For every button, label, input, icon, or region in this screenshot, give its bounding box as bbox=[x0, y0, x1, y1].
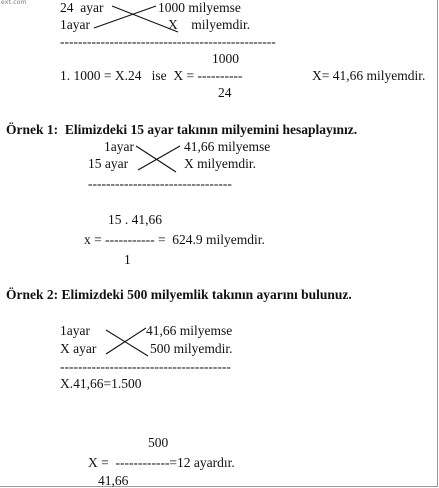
example1-equation: x = ----------- = 624.9 milyemdir. bbox=[84, 232, 265, 247]
example1-row1-right: 41,66 milyemse bbox=[184, 139, 271, 154]
block0-row1-right: 1000 milyemse bbox=[158, 0, 241, 15]
block0-row2-left: 1ayar bbox=[60, 17, 90, 32]
example2-equation-1: X.41,66=1.500 bbox=[60, 376, 142, 391]
example2-row2-left: X ayar bbox=[60, 341, 97, 356]
block0-frac-denominator: 24 bbox=[218, 85, 232, 100]
block0-row1-left: 24 ayar bbox=[60, 0, 104, 15]
example1-row1-left: 1ayar bbox=[104, 139, 134, 154]
example1-row2-right: X milyemdir. bbox=[184, 156, 256, 171]
block0-result: X= 41,66 milyemdir. bbox=[312, 68, 426, 83]
example2-row2-right: 500 milyemdir. bbox=[150, 341, 233, 356]
watermark: ext.com bbox=[1, 0, 27, 6]
example2-title: Örnek 2: Elimizdeki 500 milyemlik takının ayarını bulunuz. bbox=[6, 287, 352, 302]
example2-frac-denominator: 41,66 bbox=[98, 473, 129, 488]
example1-dashes: -------------------------------- bbox=[88, 176, 232, 191]
example1-row2-left: 15 ayar bbox=[88, 156, 129, 171]
example1-frac-denominator: 1 bbox=[124, 252, 131, 267]
example2-row1-left: 1ayar bbox=[60, 323, 90, 338]
example2-row1-right: 41,66 milyemse bbox=[146, 323, 233, 338]
block0-dashes: ------------------------------------------------ bbox=[60, 34, 276, 49]
example2-dashes: -------------------------------------- bbox=[60, 359, 231, 374]
block0-cross-lines bbox=[94, 4, 180, 34]
example1-frac-numerator: 15 . 41,66 bbox=[108, 212, 162, 227]
block0-equation: 1. 1000 = X.24 ise X = ---------- bbox=[60, 68, 243, 83]
example1-title: Örnek 1: Elimizdeki 15 ayar takının milyemini hesaplayınız. bbox=[6, 122, 358, 137]
block0-row2-right: X milyemdir. bbox=[168, 17, 251, 32]
example2-cross-lines bbox=[104, 326, 150, 358]
example2-equation-2: X = ------------=12 ayardır. bbox=[88, 455, 235, 470]
example1-cross-lines bbox=[134, 142, 184, 174]
block0-frac-numerator: 1000 bbox=[212, 51, 239, 66]
example2-frac-numerator: 500 bbox=[148, 435, 169, 450]
